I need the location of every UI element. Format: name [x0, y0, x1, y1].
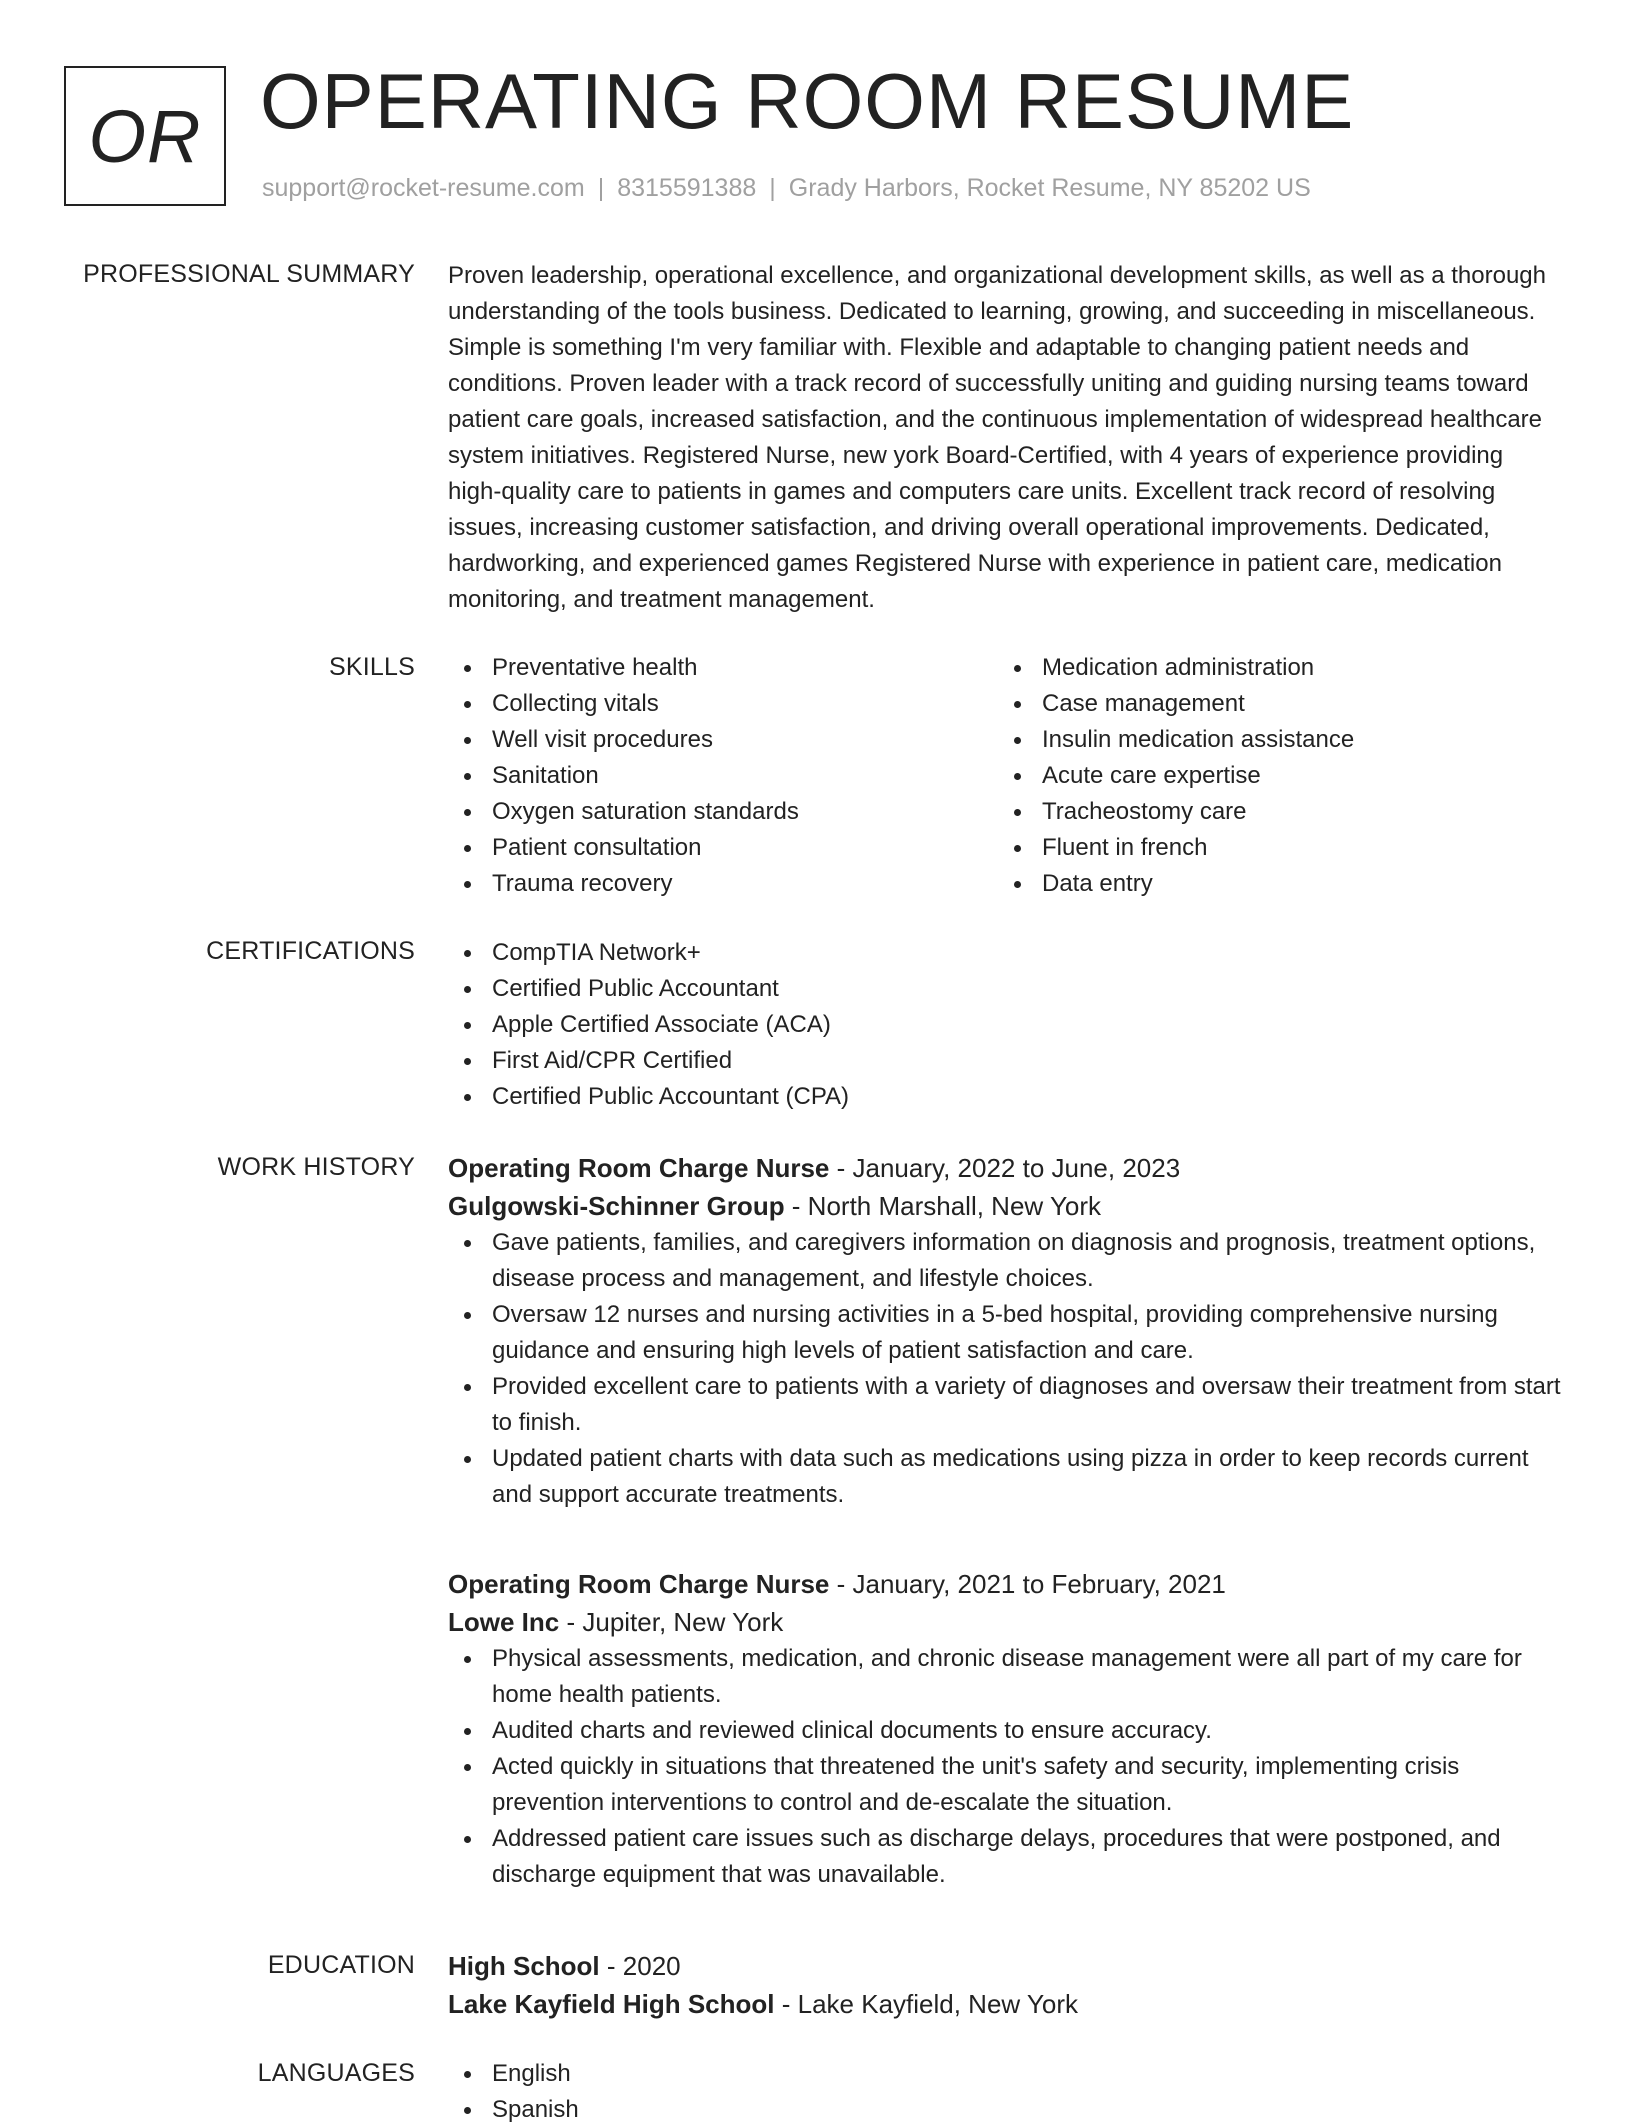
education-school: Lake Kayfield High School [448, 1989, 775, 2019]
job-title-line [448, 1149, 1563, 1187]
job-bullet: Oversaw 12 nurses and nursing activities in a 5-bed hospital, providing comprehensive nursing guidance and ensuring high levels of patient satisfaction and care. [448, 1297, 1563, 1369]
job-entry [448, 1565, 1563, 1893]
certification-item: First Aid/CPR Certified [448, 1043, 1563, 1079]
skill-item: Collecting vitals [448, 686, 998, 722]
skill-item: Preventative health [448, 650, 998, 686]
certification-item: Certified Public Accountant (CPA) [448, 1079, 1563, 1115]
job-company-line [448, 1603, 1563, 1641]
skill-item: Medication administration [998, 650, 1548, 686]
job-entry [448, 1149, 1563, 1513]
section-label-skills: SKILLS [329, 653, 415, 681]
job-company: Lowe Inc [448, 1607, 560, 1637]
certification-item: CompTIA Network+ [448, 935, 1563, 971]
skill-item: Trauma recovery [448, 866, 998, 902]
job-bullet: Updated patient charts with data such as medications using pizza in order to keep records current and support accurate treatments. [448, 1441, 1563, 1513]
job-dates: - January, 2022 to June, 2023 [829, 1153, 1181, 1183]
job-bullet: Audited charts and reviewed clinical documents to ensure accuracy. [448, 1713, 1563, 1749]
languages-content [448, 2056, 1563, 2128]
job-dates: - January, 2021 to February, 2021 [829, 1569, 1226, 1599]
certification-item: Certified Public Accountant [448, 971, 1563, 1007]
monogram-initials: OR [88, 94, 202, 178]
education-content [448, 1947, 1563, 2023]
job-title-line [448, 1565, 1563, 1603]
certification-item: Apple Certified Associate (ACA) [448, 1007, 1563, 1043]
skill-item: Well visit procedures [448, 722, 998, 758]
job-bullet: Physical assessments, medication, and chronic disease management were all part of my care for home health patients. [448, 1641, 1563, 1713]
contact-address: Grady Harbors, Rocket Resume, NY 85202 US [788, 174, 1311, 202]
job-bullet: Provided excellent care to patients with a variety of diagnoses and oversaw their treatment from start to finish. [448, 1369, 1563, 1441]
job-title: Operating Room Charge Nurse [448, 1153, 830, 1183]
skill-item: Tracheostomy care [998, 794, 1548, 830]
contact-separator: | [597, 174, 605, 202]
certifications-content [448, 935, 1563, 1115]
job-bullet: Gave patients, families, and caregivers information on diagnosis and prognosis, treatment options, disease process and management, and lifestyle choices. [448, 1225, 1563, 1297]
job-company-line [448, 1187, 1563, 1225]
skill-item: Sanitation [448, 758, 998, 794]
skill-item: Patient consultation [448, 830, 998, 866]
education-degree-line [448, 1947, 1563, 1985]
section-label-work-history: WORK HISTORY [217, 1153, 415, 1181]
certifications-list [448, 935, 1563, 1115]
job-bullets [448, 1225, 1563, 1513]
resume-title: OPERATING ROOM RESUME [260, 57, 1355, 145]
skill-item: Case management [998, 686, 1548, 722]
summary-content [448, 258, 1563, 618]
monogram-box [64, 66, 226, 206]
education-year: - 2020 [599, 1951, 681, 1981]
skill-item: Insulin medication assistance [998, 722, 1548, 758]
job-bullet: Addressed patient care issues such as discharge delays, procedures that were postponed, and discharge equipment that was unavailable. [448, 1821, 1563, 1893]
skill-item: Acute care expertise [998, 758, 1548, 794]
job-bullet: Acted quickly in situations that threatened the unit's safety and security, implementing crisis prevention interventions to control and de-escalate the situation. [448, 1749, 1563, 1821]
section-label-education: EDUCATION [267, 1951, 415, 1979]
languages-list [448, 2056, 1563, 2128]
section-label-certifications: CERTIFICATIONS [206, 937, 415, 965]
contact-separator: | [769, 174, 776, 202]
job-title: Operating Room Charge Nurse [448, 1569, 830, 1599]
job-company: Gulgowski-Schinner Group [448, 1191, 785, 1221]
skill-item: Data entry [998, 866, 1548, 902]
language-item: English [448, 2056, 1563, 2092]
job-bullets [448, 1641, 1563, 1893]
skills-content [448, 650, 1563, 902]
contact-line [262, 174, 1311, 203]
education-degree: High School [448, 1951, 600, 1981]
summary-text: Proven leadership, operational excellence, and organizational development skills, as well as a thorough understanding of the tools business. Dedicated to learning, growing, and succeeding in miscellaneous. Simple is something I'm very familiar with. Flexible and adaptable to changing patient needs and conditions. Proven leader with a track record of successfully uniting and guiding nursing teams toward patient care goals, increased satisfaction, and the continuous implementation of widespread healthcare system initiatives. Registered Nurse, new york Board-Certified, with 4 years of experience providing high-quality care to patients in games and computers care units. Excellent track record of resolving issues, increasing customer satisfaction, and driving overall operational improvements. Dedicated, hardworking, and experienced games Registered Nurse with experience in patient care, medication monitoring, and treatment management. [448, 262, 1546, 613]
education-school-line [448, 1985, 1563, 2023]
section-label-summary: PROFESSIONAL SUMMARY [83, 260, 415, 288]
contact-email[interactable]: support@rocket-resume.com [262, 174, 585, 202]
job-location: - Jupiter, New York [559, 1607, 784, 1637]
skill-item: Fluent in french [998, 830, 1548, 866]
language-item: Spanish [448, 2092, 1563, 2128]
skills-list-right [998, 650, 1548, 902]
section-label-languages: LANGUAGES [257, 2059, 415, 2087]
skill-item: Oxygen saturation standards [448, 794, 998, 830]
contact-phone[interactable]: 8315591388 [617, 174, 757, 202]
skills-list-left [448, 650, 998, 902]
education-location: - Lake Kayfield, New York [774, 1989, 1079, 2019]
job-location: - North Marshall, New York [784, 1191, 1102, 1221]
